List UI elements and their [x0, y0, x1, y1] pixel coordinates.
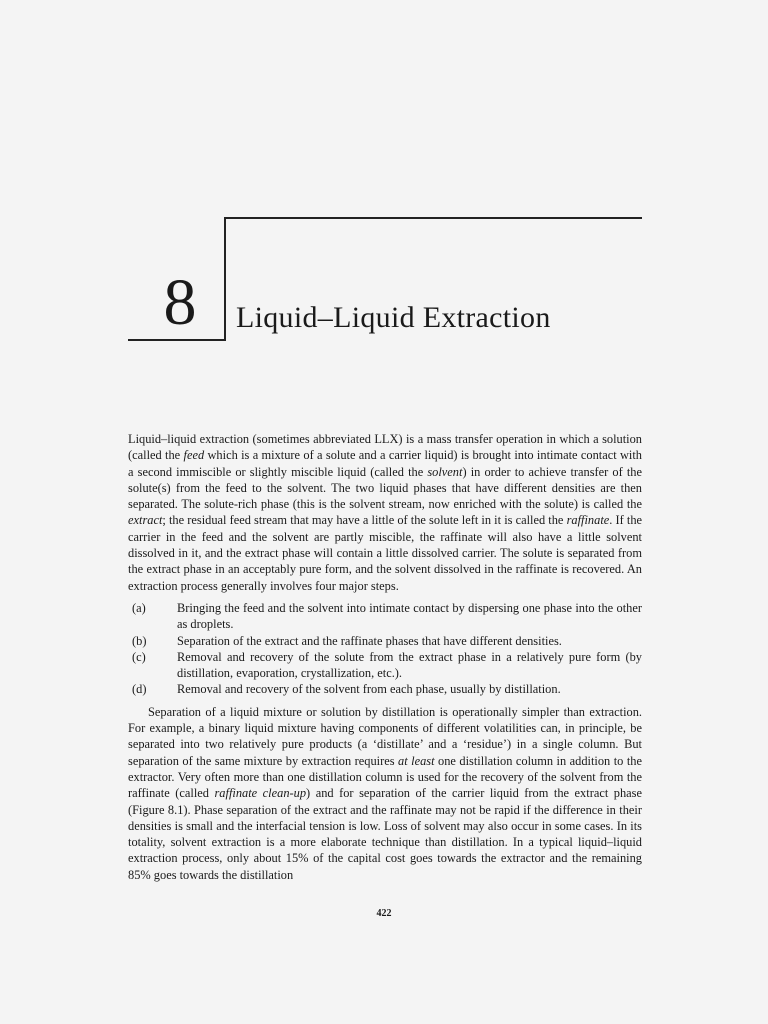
text-run: Liquid–liquid extraction (sometimes abbreviated LLX) is a mass transfer operation in which a solution (called the — [128, 432, 642, 463]
text-run: Separation of a liquid mixture or solution by distillation is operationally simpler than extraction. For example, a binary liquid mixture having components of different volatilities can, in principle, be separated into two relatively pure products (a ‘distillate’ and a ‘residue’) in a single column. But separation of the same mixture by extraction requires — [128, 704, 642, 768]
heading-rule-bottom — [128, 339, 226, 341]
chapter-body — [128, 431, 642, 883]
list-marker: (c) — [132, 649, 146, 664]
term-raffinate: raffinate — [566, 513, 610, 528]
list-marker: (a) — [132, 600, 146, 615]
chapter-title: Liquid–Liquid Extraction — [236, 301, 551, 334]
list-item — [132, 600, 642, 633]
list-item — [132, 681, 642, 697]
emphasis-at-least: at least — [398, 753, 435, 768]
list-item-text: Removal and recovery of the solute from the extract phase in a relatively pure form (by distillation, evaporation, crystallization, etc.). — [177, 649, 642, 681]
text-run: which is a mixture of a solute and a carrier liquid) is brought into intimate contact with a second immiscible or slightly miscible liquid (called the — [128, 448, 643, 479]
list-item-text: Bringing the feed and the solvent into intimate contact by dispersing one phase into the other as droplets. — [177, 600, 642, 632]
heading-rule-vertical — [224, 217, 226, 341]
text-run: ; the residual feed stream that may have a little of the solute left in it is called the — [162, 513, 567, 528]
intro-paragraph — [128, 431, 642, 594]
list-item — [132, 633, 642, 649]
second-paragraph — [128, 704, 642, 883]
term-raffinate-clean-up: raffinate clean-up — [214, 786, 307, 801]
term-extract: extract — [128, 513, 163, 528]
text-run: ) and for separation of the carrier liquid from the extract phase (Figure 8.1). Phase separation of the extract and the raffinate may not be rapid if the difference in their densities is small and the interfacial tension is low. Loss of solvent may also occur in some cases. In its totality, solvent extraction is a more elaborate technique than distillation. In a typical liquid–liquid extraction process, only about 15% of the capital cost goes towards the extractor and the remaining 85% goes towards the distillation — [128, 786, 642, 882]
list-item — [132, 649, 642, 682]
list-marker: (b) — [132, 633, 147, 648]
text-run: one distillation column in addition to the extractor. Very often more than one distillation column is used for the recovery of the solvent from the raffinate (called — [128, 753, 642, 801]
page-number: 422 — [376, 908, 392, 919]
chapter-number: 8 — [163, 266, 197, 339]
term-feed: feed — [183, 448, 205, 463]
steps-list — [128, 600, 642, 698]
list-item-text: Removal and recovery of the solvent from each phase, usually by distillation. — [177, 682, 561, 697]
term-solvent: solvent — [427, 464, 463, 479]
list-item-text: Separation of the extract and the raffinate phases that have different densities. — [177, 633, 562, 648]
text-run: . If the carrier in the feed and the solvent are partly miscible, the raffinate will also have a little solvent dissolved in it, and the extract phase will contain a little dissolved carrier. The solute is separated from the extract phase in an acceptably pure form, and the solvent dissolved in the raffinate is recovered. An extraction process generally involves four major steps. — [128, 513, 643, 593]
list-marker: (d) — [132, 682, 147, 697]
heading-rule-top — [225, 217, 642, 219]
text-run: ) in order to achieve transfer of the solute(s) from the feed to the solvent. The two liquid phases that have different densities are then separated. The solute-rich phase (this is the solvent stream, now enriched with the solute) is called the — [128, 464, 643, 512]
